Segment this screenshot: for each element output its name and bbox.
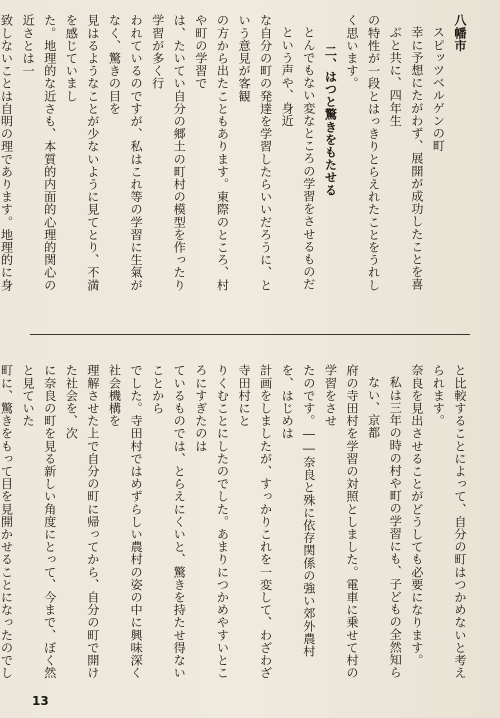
- text-line: 理解させた上で自分の町に帰ってから、自分の町で開けた社会を、次: [64, 364, 100, 679]
- text-line: たのです。――奈良と殊に依存関係の強い郊外農村を、はじめは: [280, 364, 316, 658]
- text-line: の方から出たこともあります。東際のところ、村や町の学習で: [193, 14, 230, 292]
- text-line: 町に、驚きをもって目を見開かせることになったのでし: [0, 364, 14, 679]
- text-line: と比較することによって、自分の町はつかめないと考えられます。: [431, 364, 467, 679]
- text-line: の特性が一段とはっきりとらえれたことをうれしく思います。: [345, 14, 381, 292]
- section-subheading: スピッツベルゲンの町: [431, 26, 446, 153]
- text-line: 見はるようなことが少ないように見てとり、不満を感じていまし: [64, 14, 100, 292]
- subsection-title: 二、はつと驚きをもたせる: [323, 44, 338, 196]
- text-line: 私は三年の時の村や町の学習にも、子どもの全然知らない、京都: [366, 376, 403, 679]
- text-line: な自分の町の発達を学習したらいいだろうに、という意見が客観: [237, 14, 273, 292]
- text-line: りくむことにしたのでした。あまりにつかめやすいところにすぎたのは: [193, 364, 230, 679]
- text-line: た。地理的な近さも、本質的内面的心理的関心の近さとは一: [21, 14, 57, 292]
- text-line: とんでもない変なところの学習をさせるものだという声や、身近: [280, 26, 316, 291]
- text-line: 計画をしましたが、すっかりこれを一変して、わざわざ寺田村にと: [237, 364, 273, 679]
- text-line: でした。寺田村ではめずらしい農村の姿の中に興味深く社会機構を: [107, 364, 144, 679]
- section-divider: [30, 334, 470, 335]
- text-line: 致しないことは自明の理であります。地理的に身: [0, 14, 14, 292]
- upper-text-block: [0, 14, 470, 302]
- text-line: ているものでは、とらえにくいと、驚きを持たせ得ないことから: [150, 364, 187, 679]
- lower-text-block: [0, 364, 470, 680]
- text-line: 府の寺田村を学習の対照としました。電車に乗せて村の学習をさせ: [323, 364, 360, 679]
- text-line: われているのですが、私はこれ等の学習に生氣がなく、驚きの目を: [107, 14, 144, 292]
- text-line: に奈良の町を見る新しい角度にとって、今まで、ぼく然と見ていた: [21, 364, 57, 679]
- page-number: 13: [32, 694, 49, 708]
- text-line: 幸に予想にたがわず、展開が成功したことを喜ぶと共に、四年生: [388, 26, 424, 291]
- text-line: 奈良を見出させることがどうしても必要になります。: [409, 364, 424, 667]
- section-heading: 八幡市: [453, 14, 467, 52]
- text-line: は、たいてい自分の郷土の町村の模型を作ったり学習が多く行: [150, 14, 187, 292]
